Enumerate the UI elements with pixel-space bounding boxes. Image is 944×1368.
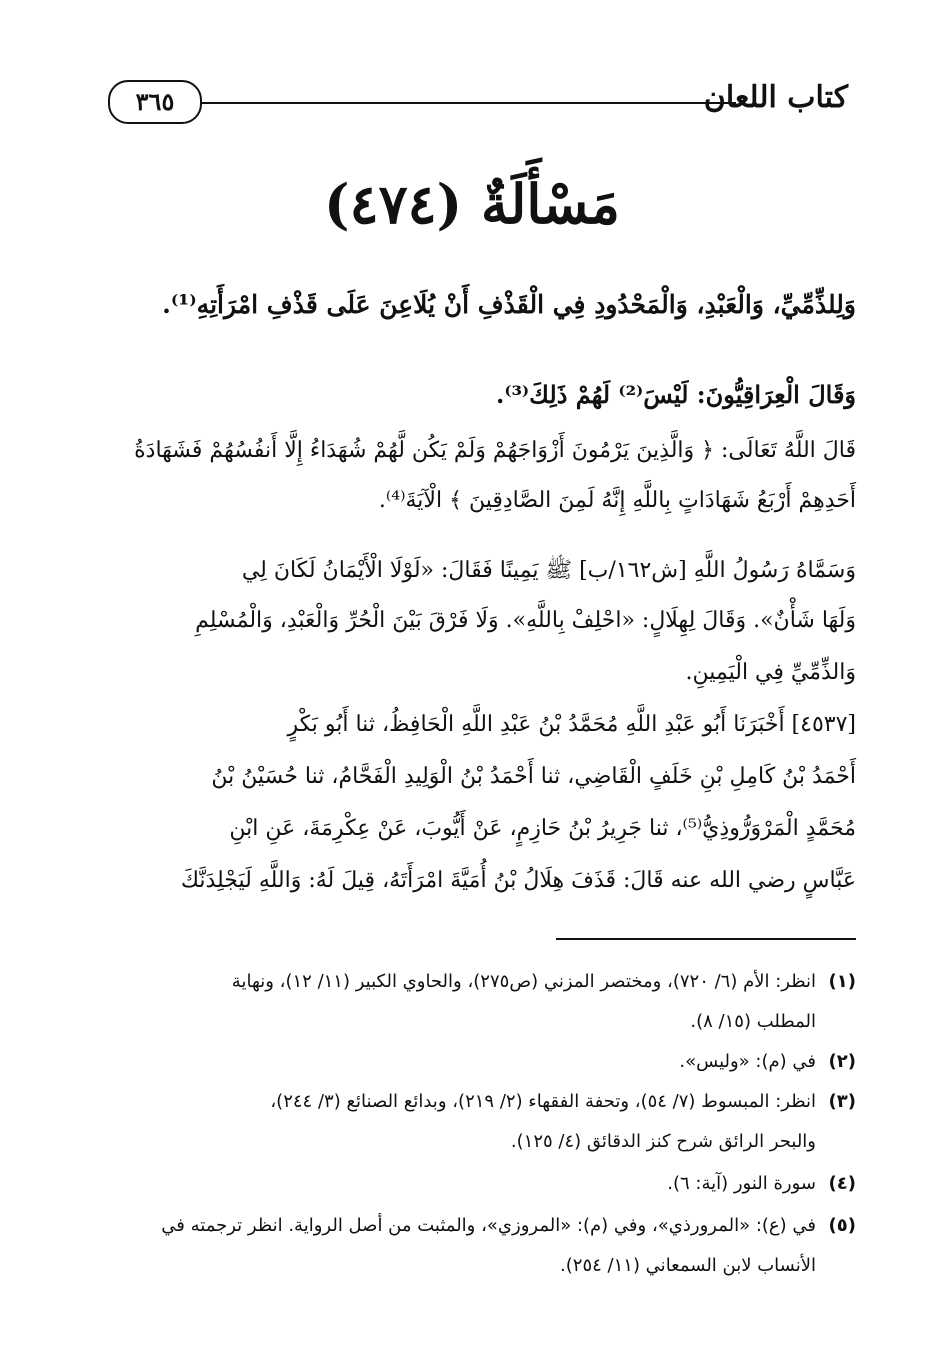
footnote-5 (86, 1210, 856, 1242)
footnote-text: في (م): «وليس». (679, 1051, 816, 1072)
footnote-text: انظر: الأم (٦/ ٧٢٠)، ومختصر المزني (ص٢٧٥)، والحاوي الكبير (١١/ ١٢)، ونهاية (231, 971, 816, 992)
footnote-text: سورة النور (آية: ٦). (667, 1173, 816, 1194)
paragraph-oath-line2: وَلَهَا شَأْنٌ». وَقَالَ لِهِلَالٍ: «احْلِفْ بِاللَّهِ». وَلَا فَرْقَ بَيْنَ الْحُرِّ وَالْعَبْدِ، وَالْمُسْلِمِ (195, 608, 856, 633)
footnote-number: (٤) (828, 1173, 856, 1194)
footnote-text: والبحر الرائق شرح كنز الدقائق (٤/ ١٢٥). (510, 1131, 816, 1152)
page-number: ٣٦٥ (108, 80, 202, 124)
paragraph-verse-line1: قَالَ اللَّهُ تَعَالَى: ﴿ وَالَّذِينَ يَرْمُونَ أَزْوَاجَهُمْ وَلَمْ يَكُن لَّهُمْ شُهَدَاءُ إِلَّا أَنفُسُهُمْ فَشَهَادَةُ (134, 438, 856, 463)
hadith-line1: [٤٥٣٧] أَخْبَرَنَا أَبُو عَبْدِ اللَّهِ مُحَمَّدُ بْنُ عَبْدِ اللَّهِ الْحَافِظُ، ثنا أَبُو بَكْرٍ (287, 712, 856, 737)
hadith-line4: عَبَّاسٍ رضي الله عنه قَالَ: قَذَفَ هِلَالُ بْنُ أُمَيَّةَ امْرَأَتَهُ، قِيلَ لَهُ: وَاللَّهِ لَيَجْلِدَنَّكَ (180, 868, 856, 893)
footnote-text: الأنساب لابن السمعاني (١١/ ٢٥٤). (560, 1255, 816, 1276)
paragraph-ruling: وَلِلذِّمِّيِّ، وَالْعَبْدِ، وَالْمَحْدُودِ فِي الْقَذْفِ أَنْ يُلَاعِنَ عَلَى قَذْفِ امْرَأَتِهِ⁽¹⁾. (162, 290, 856, 319)
header-rule (200, 102, 736, 104)
paragraph-oath-line3: وَالذِّمِّيِّ فِي الْيَمِينِ. (685, 660, 856, 685)
footnote-1-continued (86, 1006, 856, 1038)
paragraph-oath-line1: وَسَمَّاهُ رَسُولُ اللَّهِ [ش١٦٢/ب] ﷺ يَمِينًا فَقَالَ: «لَوْلَا الْأَيْمَانُ لَكَانَ لِي (241, 558, 856, 583)
issue-title: مَسْأَلَةٌ (٤٧٤) (324, 172, 620, 236)
paragraph-iraqi-view: وَقَالَ الْعِرَاقِيُّونَ: لَيْسَ⁽²⁾ لَهُمْ ذَلِكَ⁽³⁾. (495, 380, 856, 409)
footnote-1 (86, 966, 856, 998)
page-header (108, 78, 848, 128)
footnote-text: المطلب (١٥/ ٨). (690, 1011, 816, 1032)
footnote-3 (86, 1086, 856, 1118)
footnote-number: (١) (828, 971, 856, 992)
footnote-text: في (ع): «المرورذي»، وفي (م): «المروزي»، والمثبت من أصل الرواية. انظر ترجمته في (161, 1215, 816, 1236)
footnote-separator (556, 938, 856, 940)
footnote-5-continued (86, 1250, 856, 1282)
hadith-line3: مُحَمَّدٍ الْمَرْوَرُّوذِيُّ⁽⁵⁾، ثنا جَرِيرُ بْنُ حَازِمٍ، عَنْ أَيُّوبَ، عَنْ عِكْرِمَةَ، عَنِ ابْنِ (229, 816, 856, 841)
chapter-title: كتاب اللعان (703, 80, 848, 115)
footnote-2 (86, 1046, 856, 1078)
paragraph-verse-line2: أَحَدِهِمْ أَرْبَعُ شَهَادَاتٍ بِاللَّهِ إِنَّهُ لَمِنَ الصَّادِقِينَ ﴾ الْآيَةَ⁽⁴⁾. (378, 488, 856, 513)
footnote-4 (86, 1168, 856, 1200)
footnote-number: (٢) (828, 1051, 856, 1072)
footnote-3-continued (86, 1126, 856, 1158)
hadith-line2: أَحْمَدُ بْنُ كَامِلِ بْنِ خَلَفٍ الْقَاضِي، ثنا أَحْمَدُ بْنُ الْوَلِيدِ الْفَحَّامُ، ثنا حُسَيْنُ بْنُ (211, 764, 856, 789)
footnote-number: (٣) (828, 1091, 856, 1112)
footnote-number: (٥) (828, 1215, 856, 1236)
footnote-text: انظر: المبسوط (٧/ ٥٤)، وتحفة الفقهاء (٢/ ٢١٩)، وبدائع الصنائع (٣/ ٢٤٤)، (270, 1091, 816, 1112)
